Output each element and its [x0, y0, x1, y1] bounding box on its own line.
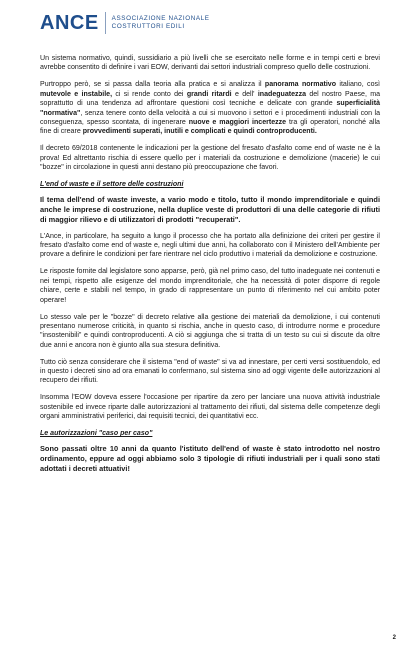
paragraph-7: Lo stesso vale per le "bozze" di decreto relative alla gestione dei materiali da demolizione, i cui contenuti presentano numerose criticità, in quanto si rischia, anche in questo caso, di introdurre norme e procedure "insostenibili" e quindi controproducenti. A ciò si aggiunga che si tratta di un testo su cui si discute da oltre due anni e ancora non è giunto alla sua stesura definitiva. [40, 313, 380, 349]
paragraph-10: Sono passati oltre 10 anni da quanto l'istituto dell'end of waste è stato introdotto nel nostro ordinamento, eppure ad oggi abbiamo solo 3 tipologie di rifiuti industriali per i quali sono stati adottati i decreti attuativi! [40, 444, 380, 473]
logo-divider [105, 12, 106, 34]
paragraph-2: Purtroppo però, se si passa dalla teoria alla pratica e si analizza il panorama normativo italiano, così mutevole e instabile, ci si rende conto dei grandi ritardi e dell' inadeguatezza del nostro Paese, ma soprattutto di una tendenza ad affrontare questioni così tecniche e delicate con grande superficialità "normativa", senza tenere conto della velocità a cui si muovono i settori e i procedimenti industriali con la conseguenza, spesso scontata, di ingenerare nuove e maggiori incertezze tra gli operatori, nonché alla fine di creare provvedimenti superati, inutili e complicati e quindi controproducenti. [40, 81, 381, 136]
paragraph-9: Insomma l'EOW doveva essere l'occasione per ripartire da zero per lanciare una nuova attività industriale sostenibile ed invece riparte dalle autorizzazioni al trattamento dei rifiuti, dal sistema delle competenze degli organi amministrativi periferici, dai requisiti tecnici, dei quantitativi ecc. [40, 394, 380, 421]
section-heading-autorizzazioni: Le autorizzazioni "caso per caso" [40, 430, 153, 438]
association-line-1: ASSOCIAZIONE NAZIONALE [111, 15, 210, 22]
paragraph-4: Il tema dell'end of waste investe, a vario modo e titolo, tutto il mondo imprenditoriale e quindi anche le imprese di costruzione, nella duplice veste di produttori di una delle categorie di rifiuti di maggior rilievo e di utilizzatori di prodotti "recuperati". [40, 195, 380, 224]
section-heading-end-of-waste: L'end of waste e il settore delle costruzioni [40, 180, 184, 188]
page-number: 2 [392, 635, 396, 641]
paragraph-5: L'Ance, in particolare, ha seguito a lungo il processo che ha portato alla definizione dei criteri per gestire il fresato d'asfalto come end of waste e, negli ultimi due anni, ha collaborato con il Ministero dell'Ambiente per provare a definire le condizioni per fare rientrare nel ciclo produttivo i materiali da demolizione e costruzione. [40, 232, 380, 259]
paragraph-6: Le risposte fornite dal legislatore sono apparse, però, già nel primo caso, del tutto inadeguate nei contenuti e nei tempi, rispetto alle esigenze del mondo imprenditoriale, che ha necessità di poter disporre di regole chiare, certe e stabili nel tempo, in grado di rappresentare un punto di riferimento nel cui ambito poter operare! [40, 268, 380, 304]
document-body [40, 54, 380, 481]
association-line-2: COSTRUTTORI EDILI [111, 23, 185, 30]
ance-logo: ANCE [40, 12, 99, 34]
letterhead [40, 10, 210, 36]
association-name [112, 15, 210, 31]
paragraph-1: Un sistema normativo, quindi, sussidiario a più livelli che se esercitato nelle forme e in tempi certi e brevi avrebbe consentito di definire i vari EOW, derivanti dai settori industriali compreso quello delle costruzioni. [40, 55, 380, 72]
paragraph-8: Tutto ciò senza considerare che il sistema "end of waste" si va ad innestare, per certi versi sostituendolo, ed in questo i decreti sino ad ora emanati lo confermano, sul sistema sino ad oggi vigente delle autorizzazioni al recupero dei rifiuti. [40, 358, 380, 385]
paragraph-3: Il decreto 69/2018 contenente le indicazioni per la gestione del fresato d'asfalto come end of waste ne è la prova! Ed altrettanto rischia di essere quello per i materiali da costruzione e demolizione (macerie) le cui "bozze" in circolazione in questi anni destano più preoccupazione che favori. [40, 145, 380, 172]
